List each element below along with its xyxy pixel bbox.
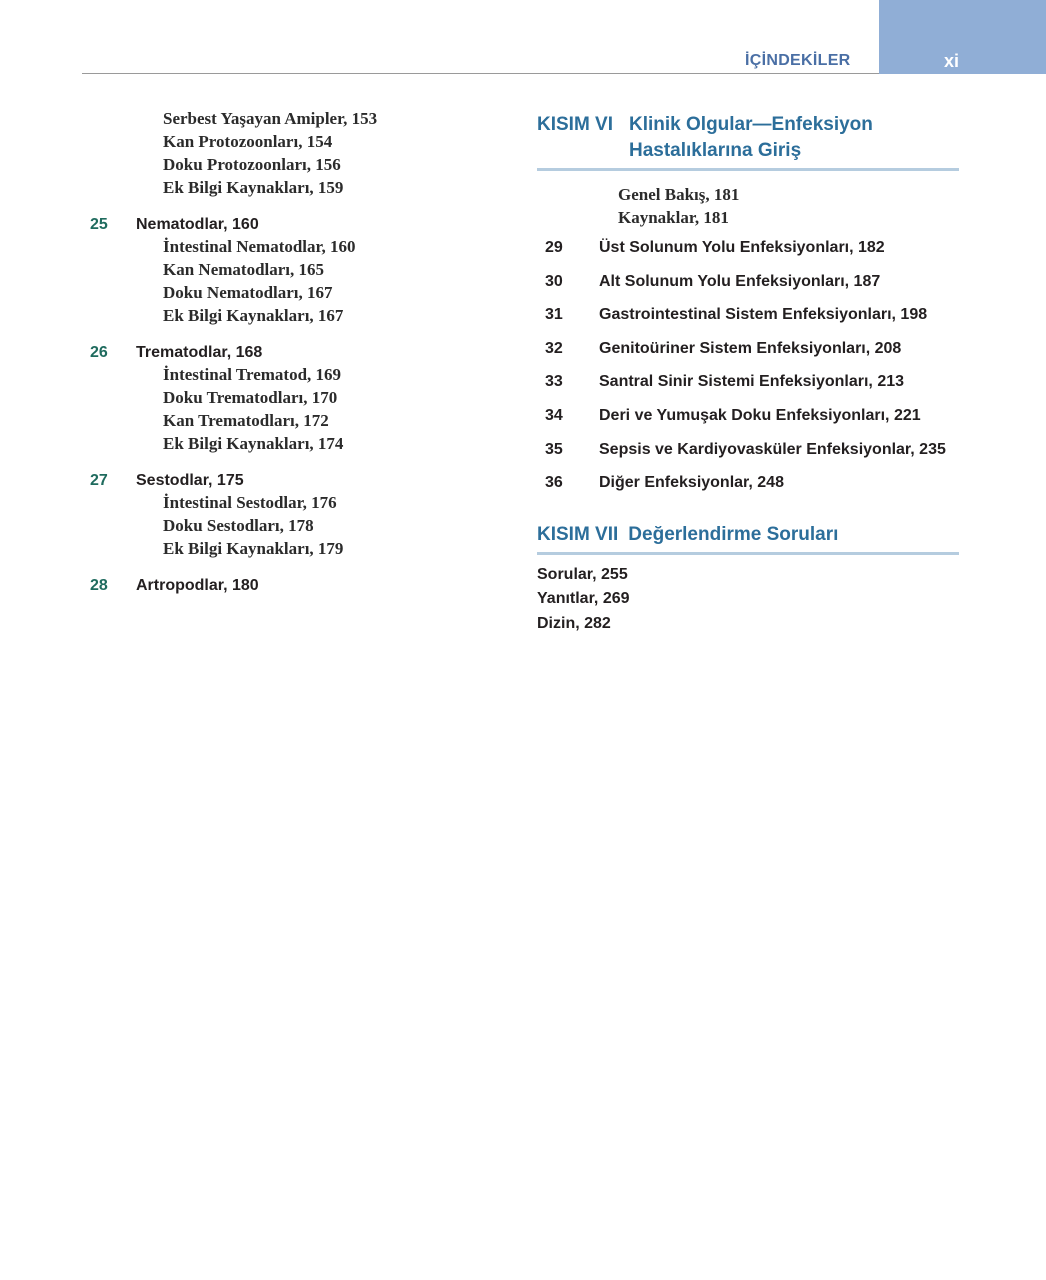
toc-subentry[interactable]: İntestinal Trematod, 169: [163, 365, 342, 384]
toc-entry-sorular[interactable]: Sorular, 255: [537, 565, 628, 583]
toc-subentry[interactable]: Doku Nematodları, 167: [163, 283, 333, 302]
toc-chapter-33[interactable]: [537, 373, 967, 407]
header-rule: [82, 73, 879, 74]
chapter-number: 34: [545, 406, 563, 424]
part-label: KISIM VI: [537, 114, 614, 135]
chapter-title: Genitoüriner Sistem Enfeksiyonları, 208: [599, 339, 902, 357]
chapter-number: 30: [545, 272, 563, 290]
chapter-number: 31: [545, 306, 563, 324]
toc-entry-yanitlar[interactable]: Yanıtlar, 269: [537, 590, 630, 608]
toc-subentry[interactable]: Doku Sestodları, 178: [163, 516, 314, 535]
toc-chapter-26[interactable]: [90, 344, 510, 362]
toc-subentry[interactable]: Kan Nematodları, 165: [163, 260, 325, 279]
toc-subentry[interactable]: Kaynaklar, 181: [618, 208, 729, 227]
toc-subentry[interactable]: Doku Trematodları, 170: [163, 388, 338, 407]
chapter-title: Nematodlar, 160: [136, 216, 259, 233]
part-7-heading[interactable]: [537, 522, 959, 555]
chapter-title: Santral Sinir Sistemi Enfeksiyonları, 213: [599, 373, 905, 391]
chapter-number: 33: [545, 373, 563, 391]
chapter-title: Trematodlar, 168: [136, 344, 263, 361]
part-label: KISIM VII: [537, 523, 619, 545]
page-number: xi: [944, 51, 960, 71]
toc-subentry[interactable]: Ek Bilgi Kaynakları, 167: [163, 306, 344, 325]
toc-chapter-36[interactable]: [537, 474, 967, 508]
toc-right-column: [537, 112, 967, 636]
part-title-line-1: Klinik Olgular—Enfeksiyon: [629, 114, 873, 135]
chapter-title: Gastrointestinal Sistem Enfeksiyonları, 198: [599, 306, 928, 324]
toc-entry-dizin[interactable]: Dizin, 282: [537, 614, 611, 632]
chapter-number: 29: [545, 239, 563, 256]
chapter-number: 35: [545, 440, 563, 458]
toc-chapter-34[interactable]: [537, 407, 967, 441]
toc-subentry[interactable]: Serbest Yaşayan Amipler, 153: [163, 109, 378, 128]
toc-subentry[interactable]: Genel Bakış, 181: [618, 185, 740, 204]
toc-subentry[interactable]: Ek Bilgi Kaynakları, 179: [163, 539, 344, 558]
part-title: Değerlendirme Soruları: [628, 523, 839, 545]
toc-chapter-28[interactable]: [90, 577, 510, 595]
toc-chapter-29[interactable]: [537, 239, 967, 273]
toc-subentry[interactable]: İntestinal Nematodlar, 160: [163, 237, 356, 256]
toc-subentry[interactable]: İntestinal Sestodlar, 176: [163, 493, 337, 512]
chapter-title: Diğer Enfeksiyonlar, 248: [599, 474, 784, 492]
chapter-number: 36: [545, 474, 563, 492]
chapter-number: 27: [90, 472, 108, 489]
toc-chapter-32[interactable]: [537, 340, 967, 374]
chapter-title: Artropodlar, 180: [136, 577, 259, 594]
chapter-title: Sestodlar, 175: [136, 472, 244, 489]
toc-subentry[interactable]: Doku Protozoonları, 156: [163, 155, 341, 174]
toc-chapter-31[interactable]: [537, 306, 967, 340]
part-title-line-2: Hastalıklarına Giriş: [629, 140, 802, 161]
toc-subentry[interactable]: Kan Trematodları, 172: [163, 411, 329, 430]
chapter-title: Alt Solunum Yolu Enfeksiyonları, 187: [599, 272, 881, 290]
toc-subentry[interactable]: Ek Bilgi Kaynakları, 174: [163, 434, 344, 453]
running-header-title: İÇİNDEKİLER: [745, 52, 851, 69]
chapter-number: 28: [90, 577, 108, 594]
chapter-title: Üst Solunum Yolu Enfeksiyonları, 182: [599, 239, 885, 256]
chapter-number: 32: [545, 339, 563, 357]
chapter-title: Deri ve Yumuşak Doku Enfeksiyonları, 221: [599, 406, 921, 424]
toc-chapter-35[interactable]: [537, 441, 967, 475]
toc-chapter-30[interactable]: [537, 273, 967, 307]
toc-subentry[interactable]: Ek Bilgi Kaynakları, 159: [163, 178, 344, 197]
page-number-tab: [879, 0, 1046, 74]
part-6-chapters: [537, 239, 967, 508]
part-6-heading[interactable]: [537, 112, 959, 171]
part-6-subentries: [537, 183, 967, 229]
toc-subentry[interactable]: Kan Protozoonları, 154: [163, 132, 333, 151]
toc-chapter-27[interactable]: [90, 472, 510, 490]
chapter-title: Sepsis ve Kardiyovasküler Enfeksiyonlar, 235: [599, 440, 946, 458]
toc-left-column: [90, 107, 510, 595]
chapter-number: 26: [90, 344, 108, 361]
chapter-number: 25: [90, 216, 108, 233]
toc-chapter-25[interactable]: [90, 216, 510, 234]
part-7-items: [537, 563, 967, 637]
